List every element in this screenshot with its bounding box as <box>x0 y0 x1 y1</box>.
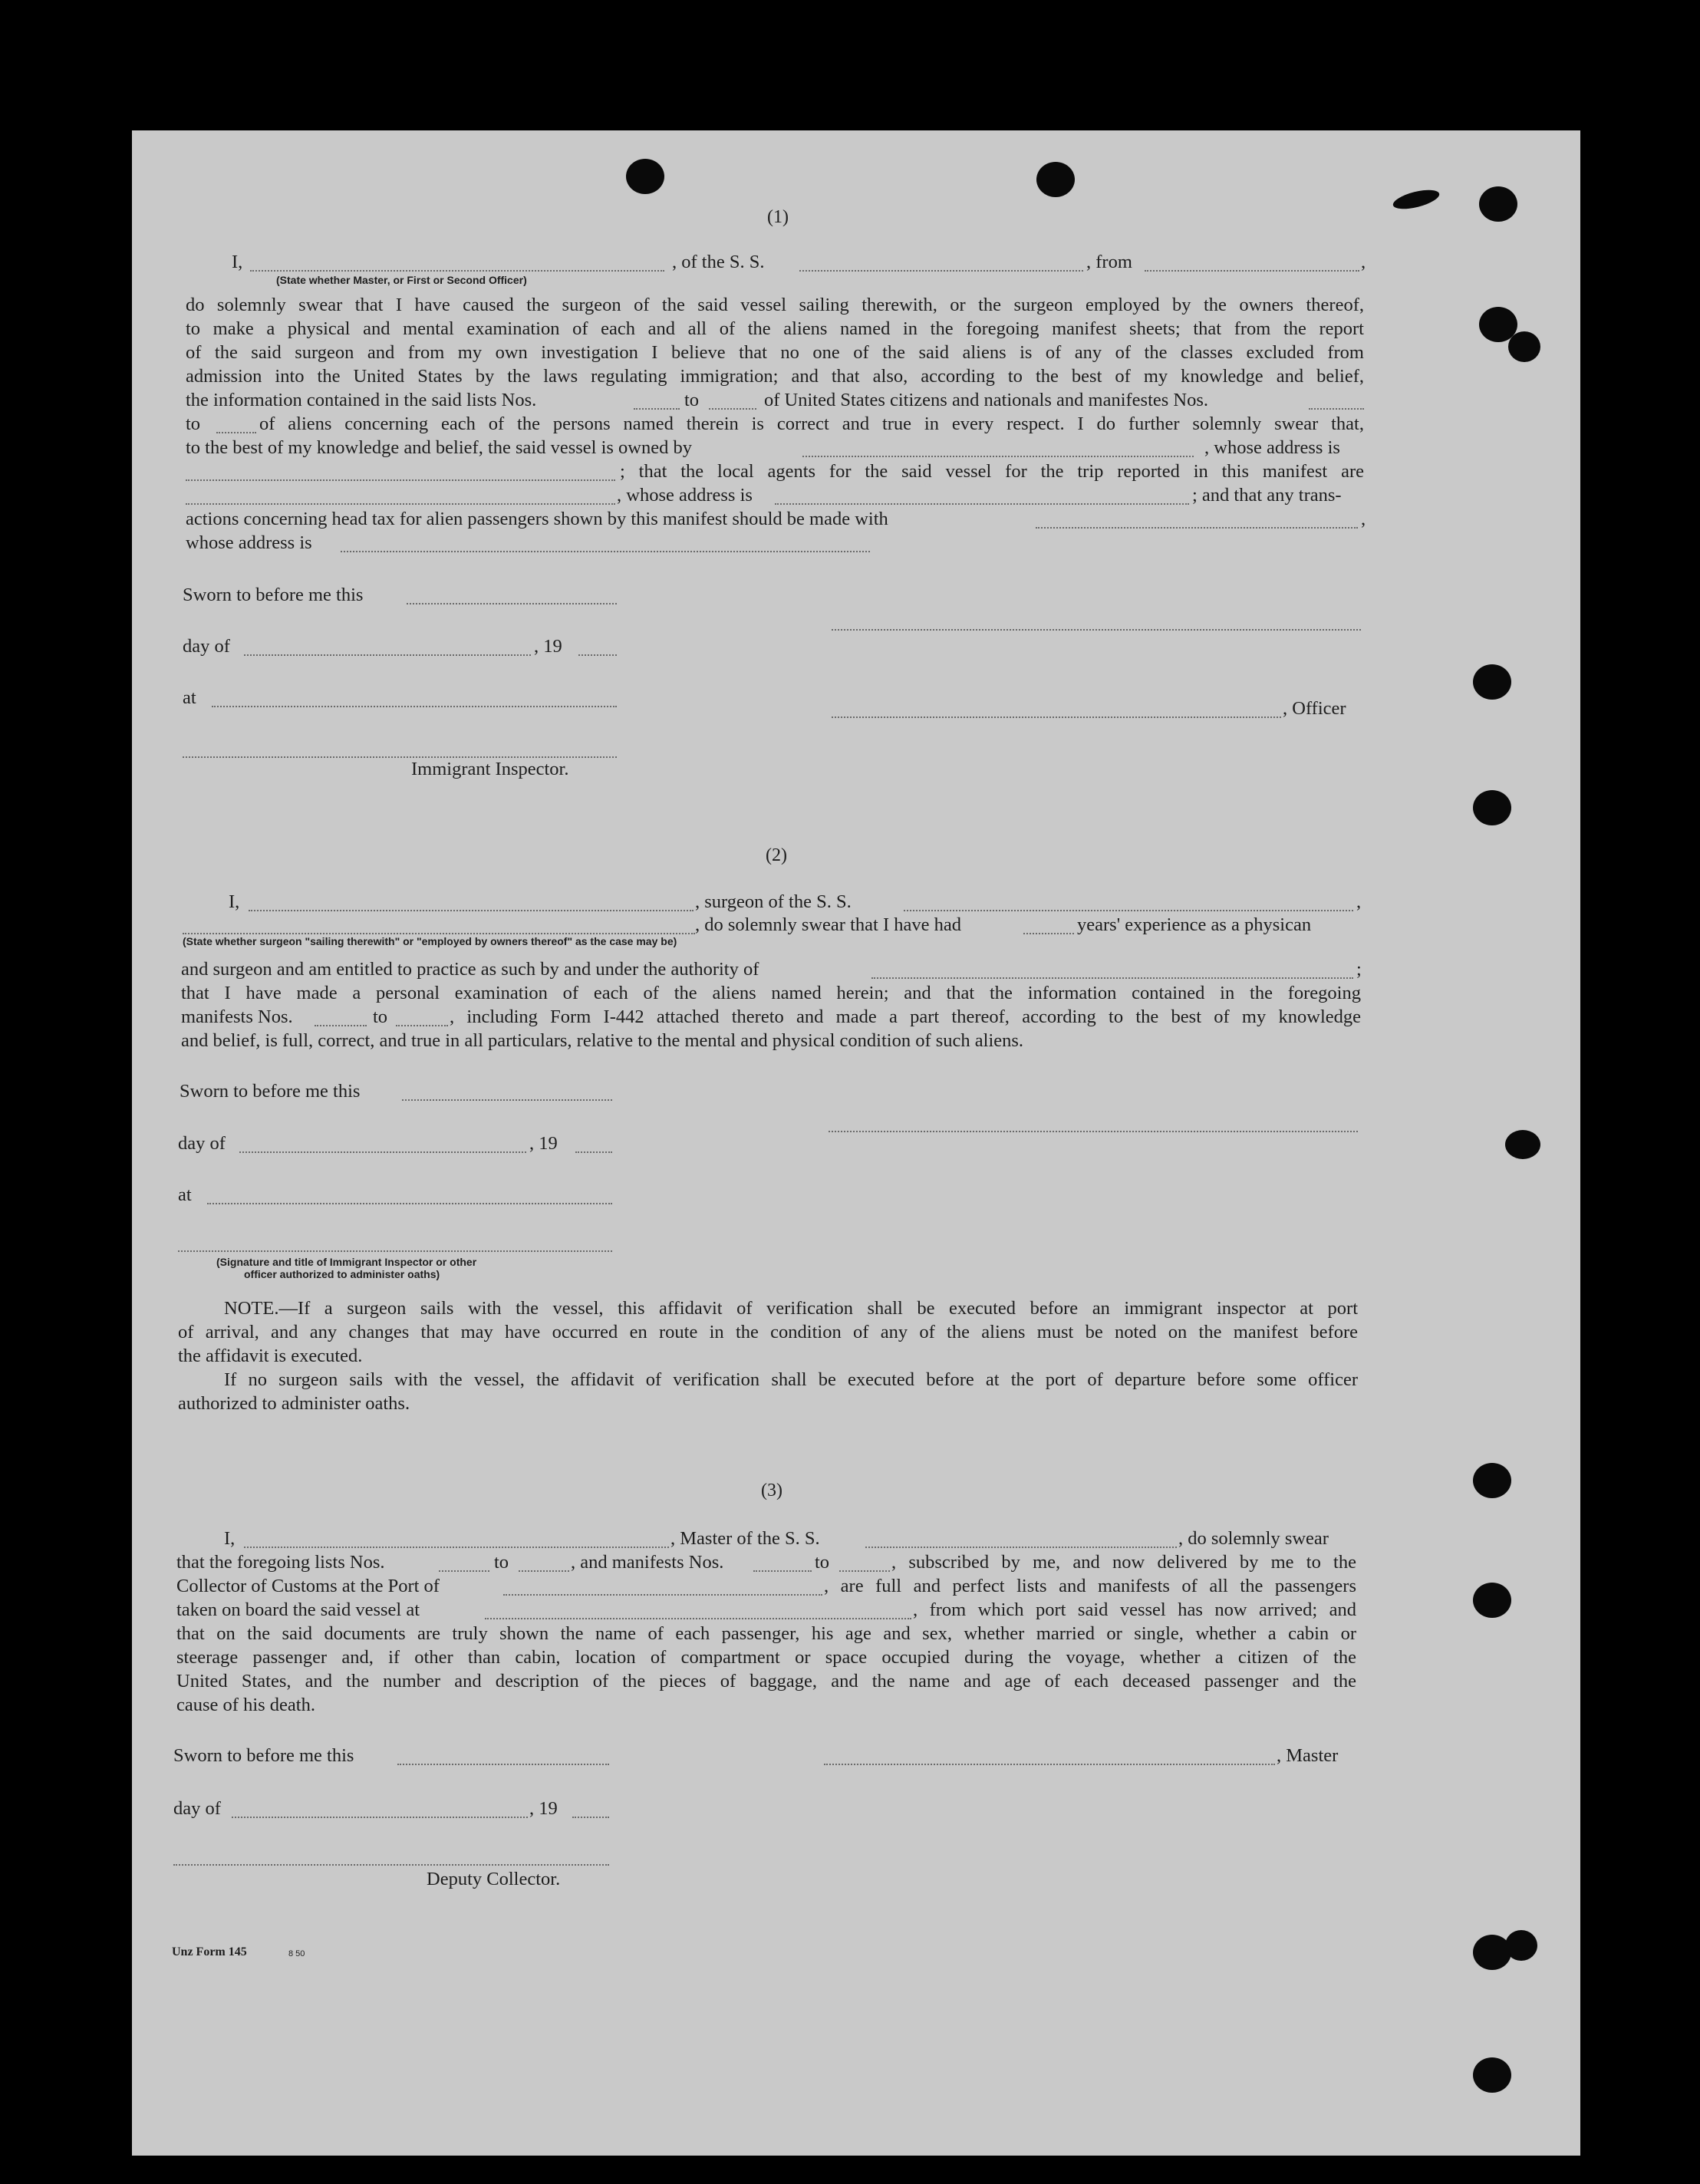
s3-master-label: , Master <box>1277 1745 1339 1766</box>
practice-authority-field[interactable] <box>871 977 1353 979</box>
s1-l11-a: actions concerning head tax for alien passengers shown by this manifest should be made with <box>186 509 888 529</box>
section-1-number: (1) <box>767 207 789 227</box>
punch-hole-right-11 <box>1473 2057 1511 2093</box>
s3-year-label: , 19 <box>529 1798 558 1819</box>
s2-l1-end: , <box>1356 891 1362 912</box>
s1-l6-b: to <box>684 390 700 410</box>
s2-l6: and belief, is full, correct, and true in all particulars, relative to the mental and physical condition of such aliens. <box>181 1030 1024 1051</box>
s1-l1-i: I, <box>232 252 243 272</box>
form-print-code: 8 50 <box>288 1949 305 1958</box>
s1-l10-a: , whose address is <box>617 485 753 506</box>
s1-l10-b: ; and that any trans- <box>1192 485 1342 506</box>
s3-l1-master: , Master of the S. S. <box>670 1528 820 1549</box>
collector-port-field[interactable] <box>503 1594 822 1596</box>
s3-body-line-5: that on the said documents are truly shown the name of each passenger, his age and sex, whether married or single, whether a cabin or <box>176 1623 1356 1644</box>
boarding-port-field[interactable] <box>485 1618 911 1619</box>
s3-l1-swear: , do solemnly swear <box>1178 1528 1329 1549</box>
s1-signature-field-top[interactable] <box>832 629 1361 631</box>
s2-sworn-date-field[interactable] <box>402 1099 612 1101</box>
s3-l4-a: taken on board the said vessel at <box>176 1599 420 1620</box>
s1-officer-label: , Officer <box>1283 698 1346 719</box>
s1-l1-of: , of the S. S. <box>672 252 765 272</box>
vessel-name-field[interactable] <box>799 270 1083 272</box>
alien-manifests-to-field[interactable] <box>216 432 256 433</box>
punch-hole-top-2 <box>1036 162 1075 197</box>
s1-body-line-4: of the said surgeon and from my own investigation I believe that no one of the said aliens is of any of the classes excluded from <box>186 342 1364 363</box>
s2-signature-note-1: (Signature and title of Immigrant Inspector or other <box>216 1256 477 1268</box>
departure-port-field[interactable] <box>1145 270 1359 272</box>
punch-hole-right-7 <box>1473 1463 1511 1498</box>
s2-l5-c: , including Form I-442 attached thereto and made a part thereof, according to the best of my knowledge <box>450 1006 1361 1027</box>
s1-l1-end: , <box>1361 252 1366 272</box>
s2-l5-b: to <box>373 1006 388 1027</box>
s3-lists-from-field[interactable] <box>439 1570 489 1572</box>
punch-hole-right-10 <box>1505 1930 1537 1961</box>
s3-body-line-7: United States, and the number and description of the pieces of baggage, and the name and age of each deceased passenger and the <box>176 1671 1356 1692</box>
s1-l12-a: whose address is <box>186 532 312 553</box>
s2-surgeon-signature-field[interactable] <box>829 1131 1358 1132</box>
s3-sworn-label: Sworn to before me this <box>173 1745 354 1766</box>
s3-collector-signature-field[interactable] <box>173 1864 609 1866</box>
s3-lists-to-field[interactable] <box>519 1570 569 1572</box>
s2-manifests-from-field[interactable] <box>315 1025 367 1026</box>
punch-hole-right-3 <box>1508 331 1540 362</box>
s3-dayof-label: day of <box>173 1798 221 1819</box>
officer-rank-note: (State whether Master, or First or Second Officer) <box>276 274 527 286</box>
citizen-lists-to-field[interactable] <box>709 408 756 410</box>
s1-officer-signature-field[interactable] <box>832 716 1281 718</box>
alien-manifests-from-field[interactable] <box>1309 408 1364 410</box>
s3-sworn-date-field[interactable] <box>397 1764 609 1765</box>
years-experience-field[interactable] <box>1023 933 1074 934</box>
s2-l2-a: , do solemnly swear that I have had <box>695 914 961 935</box>
s2-l3-a: and surgeon and am entitled to practice as such by and under the authority of <box>181 959 759 980</box>
punch-hole-right-4 <box>1473 664 1511 700</box>
vessel-owner-field[interactable] <box>802 456 1194 457</box>
s3-day-month-field[interactable] <box>232 1817 528 1818</box>
s1-at-label: at <box>183 687 196 708</box>
master-name-field[interactable] <box>244 1547 669 1548</box>
s3-l8: cause of his death. <box>176 1695 315 1715</box>
s2-manifests-to-field[interactable] <box>396 1025 448 1026</box>
section-3-number: (3) <box>761 1481 782 1500</box>
s1-l7-a: to <box>186 413 201 434</box>
head-tax-contact-field[interactable] <box>1036 527 1358 529</box>
s2-l1-i: I, <box>229 891 240 912</box>
s3-master-signature-field[interactable] <box>824 1764 1275 1765</box>
s2-l4: that I have made a personal examination of each of the aliens named herein; and that the information contained in the foregoing <box>181 983 1361 1003</box>
punch-hole-right-5 <box>1473 790 1511 825</box>
note-p1-line-3: the affidavit is executed. <box>178 1346 363 1366</box>
s2-vessel-name-field[interactable] <box>904 910 1353 911</box>
s1-day-month-field[interactable] <box>244 654 531 656</box>
s3-l2-b: to <box>494 1552 509 1573</box>
s1-l8-b: , whose address is <box>1204 437 1340 458</box>
s2-at-label: at <box>178 1184 192 1205</box>
s3-manifests-from-field[interactable] <box>753 1570 812 1572</box>
s2-year-field[interactable] <box>575 1151 612 1153</box>
surgeon-name-field[interactable] <box>249 910 694 911</box>
s3-body-line-6: steerage passenger and, if other than cabin, location of compartment or space occupied during the voyage, whether a citizen of the <box>176 1647 1356 1668</box>
section-2-number: (2) <box>766 845 787 865</box>
s2-day-month-field[interactable] <box>239 1151 526 1153</box>
form-number: Unz Form 145 <box>172 1945 247 1958</box>
s1-year-label: , 19 <box>534 636 562 657</box>
s1-l6-a: the information contained in the said lists Nos. <box>186 390 537 410</box>
s2-l1-surgeon: , surgeon of the S. S. <box>695 891 852 912</box>
s2-l5-a: manifests Nos. <box>181 1006 293 1027</box>
punch-hole-right-8 <box>1473 1583 1511 1618</box>
s3-l2-d: to <box>815 1552 830 1573</box>
s1-sworn-date-field[interactable] <box>407 603 617 604</box>
note-p2-line-2: authorized to administer oaths. <box>178 1393 410 1414</box>
s3-l3-a: Collector of Customs at the Port of <box>176 1576 440 1596</box>
s1-inspector-label: Immigrant Inspector. <box>411 759 569 779</box>
s2-place-field[interactable] <box>207 1203 612 1204</box>
agents-address-field[interactable] <box>775 503 1189 505</box>
s2-l2-b: years' experience as a physican <box>1077 914 1312 935</box>
head-tax-contact-address-field[interactable] <box>341 551 870 552</box>
s2-inspector-signature-field[interactable] <box>178 1250 612 1252</box>
s3-l1-i: I, <box>224 1528 236 1549</box>
note-p1-line-2: of arrival, and any changes that may have occurred en route in the condition of any of the aliens must be noted on the manifest before <box>178 1322 1358 1342</box>
s1-body-line-3: to make a physical and mental examination of each and all of the aliens named in the foregoing manifest sheets; that from the report <box>186 318 1364 339</box>
s1-l1-from: , from <box>1086 252 1132 272</box>
officer-rank-field[interactable] <box>250 270 664 272</box>
s1-l6-c: of United States citizens and nationals and manifestes Nos. <box>764 390 1209 410</box>
s1-year-field[interactable] <box>578 654 617 656</box>
local-agents-field[interactable] <box>186 503 615 505</box>
s1-body-line-2: do solemnly swear that I have caused the surgeon of the said vessel sailing therewith, or the surgeon employed by the owners thereof, <box>186 295 1364 315</box>
s2-l3-b: ; <box>1356 959 1362 980</box>
s1-l11-b: , <box>1361 509 1366 529</box>
s3-manifests-to-field[interactable] <box>839 1570 890 1572</box>
s3-year-field[interactable] <box>572 1817 609 1818</box>
s3-l2-c: , and manifests Nos. <box>571 1552 724 1573</box>
s1-body-line-5: admission into the United States by the laws regulating immigration; and that also, according to the best of my knowledge and belief, <box>186 366 1364 387</box>
s1-l9-a: ; that the local agents for the said vessel for the trip reported in this manifest are <box>620 461 1364 482</box>
s3-l2-a: that the foregoing lists Nos. <box>176 1552 385 1573</box>
punch-hole-right-6 <box>1505 1130 1540 1159</box>
s3-l3-b: , are full and perfect lists and manifests of all the passengers <box>824 1576 1356 1596</box>
s3-deputy-label: Deputy Collector. <box>427 1869 561 1889</box>
s1-sworn-label: Sworn to before me this <box>183 585 364 605</box>
s2-year-label: , 19 <box>529 1133 558 1154</box>
s1-l7-b: of aliens concerning each of the persons named therein is correct and true in every respect. I do further solemnly swear that, <box>259 413 1364 434</box>
citizen-lists-from-field[interactable] <box>634 408 680 410</box>
s2-signature-note-2: officer authorized to administer oaths) <box>244 1268 440 1280</box>
s3-vessel-name-field[interactable] <box>865 1547 1177 1548</box>
owner-address-field[interactable] <box>186 479 615 481</box>
s2-sworn-label: Sworn to before me this <box>180 1081 361 1102</box>
s3-l4-b: , from which port said vessel has now arrived; and <box>913 1599 1356 1620</box>
note-p1-line-1: NOTE.—If a surgeon sails with the vessel, this affidavit of verification shall be executed before an immigrant inspector at port <box>224 1298 1358 1319</box>
surgeon-type-note: (State whether surgeon "sailing therewith" or "employed by owners thereof" as the case may be) <box>183 935 677 947</box>
s1-dayof-label: day of <box>183 636 230 657</box>
note-p2-line-1: If no surgeon sails with the vessel, the affidavit of verification shall be executed before at the port of departure before some officer <box>224 1369 1358 1390</box>
s2-dayof-label: day of <box>178 1133 226 1154</box>
s1-l8-a: to the best of my knowledge and belief, the said vessel is owned by <box>186 437 692 458</box>
punch-hole-right-1 <box>1479 186 1517 222</box>
s1-place-field[interactable] <box>212 706 617 707</box>
punch-hole-top-1 <box>626 159 664 194</box>
s3-l2-e: , subscribed by me, and now delivered by me to the <box>891 1552 1356 1573</box>
